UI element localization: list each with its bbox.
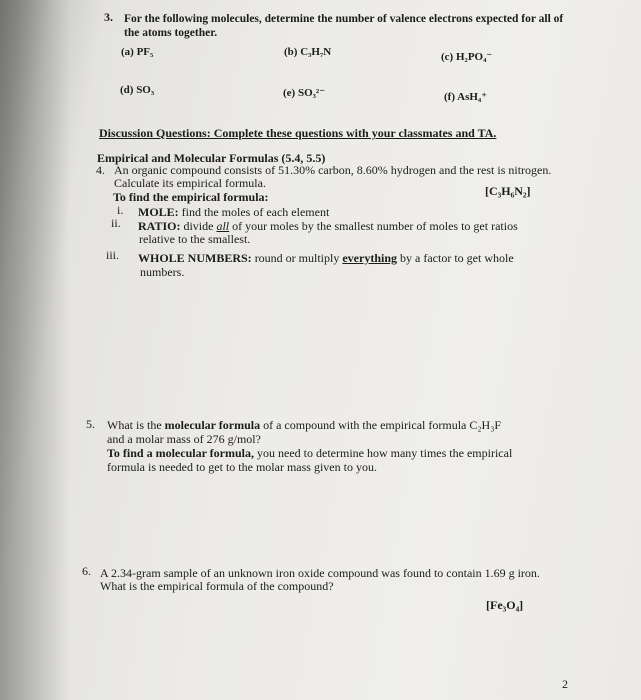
q5-line1 — [107, 418, 501, 432]
q4-line2: Calculate its empirical formula. — [114, 176, 266, 190]
step-3 — [138, 251, 514, 265]
q5-line3-a: To find a molecular formula, — [107, 446, 255, 460]
step-2-num: ii. — [111, 216, 121, 230]
step-3-text-a: round or multiply — [254, 251, 340, 265]
step-3-emph: everything — [342, 251, 398, 265]
step-3-num: iii. — [106, 248, 120, 262]
step-2-cont: relative to the smallest. — [139, 232, 251, 246]
step-1-title: MOLE: — [138, 205, 179, 219]
q5-line1-b: molecular formula — [164, 418, 261, 432]
step-1 — [138, 205, 329, 219]
q4-answer: [C₃H₆N₂] — [485, 184, 531, 198]
step-2-emph: all — [216, 219, 230, 233]
q4-line1: An organic compound consists of 51.30% carbon, 8.60% hydrogen and the rest is nitrogen. — [114, 163, 552, 177]
q3-item-f: (f) AsH₄⁺ — [444, 91, 488, 103]
step-2 — [138, 219, 518, 233]
q6-line2: What is the empirical formula of the compound? — [100, 579, 334, 593]
q3-prompt-line1: For the following molecules, determine the number of valence electrons expected for all of — [124, 13, 564, 25]
q5-line4: formula is needed to get to the molar mass given to you. — [107, 460, 377, 474]
q4-steps-title: To find the empirical formula: — [113, 190, 269, 204]
q6-number: 6. — [82, 564, 91, 578]
q5-number: 5. — [86, 417, 95, 431]
q3-item-d: (d) SO₃ — [120, 84, 155, 96]
q6-line1: A 2.34-gram sample of an unknown iron oxide compound was found to contain 1.69 g iron. — [100, 566, 540, 580]
step-2-text-a: divide — [183, 219, 214, 233]
q3-item-e: (e) SO₃²⁻ — [283, 87, 326, 99]
section-title: Empirical and Molecular Formulas (5.4, 5.5) — [97, 151, 326, 165]
step-3-cont: numbers. — [140, 265, 185, 279]
step-3-text-b: by a factor to get whole — [400, 251, 514, 265]
step-2-text-b: of your moles by the smallest number of moles to get ratios — [232, 219, 518, 233]
q4-number: 4. — [96, 163, 105, 177]
q5-line3-b: you need to determine how many times the empirical — [257, 446, 513, 460]
q5-line2: and a molar mass of 276 g/mol? — [107, 432, 261, 446]
step-1-text: find the moles of each element — [181, 205, 330, 219]
q5-line3 — [107, 446, 512, 460]
page-number: 2 — [562, 677, 568, 691]
step-3-title: WHOLE NUMBERS: — [138, 251, 252, 265]
q5-line1-a: What is the — [107, 418, 162, 432]
discussion-heading: Discussion Questions: Complete these questions with your classmates and TA. — [99, 126, 497, 140]
q3-item-c: (c) H₂PO₄⁻ — [441, 51, 493, 63]
step-1-num: i. — [117, 203, 124, 217]
q3-item-b: (b) C₃H₇N — [284, 46, 332, 58]
q6-answer: [Fe₃O₄] — [486, 598, 524, 612]
q5-line1-c: of a compound with the empirical formula C₂H₃F — [263, 418, 502, 432]
q3-number: 3. — [104, 10, 113, 24]
page-shadow — [0, 0, 70, 700]
q3-item-a: (a) PF₅ — [121, 46, 154, 58]
q3-prompt-line2: the atoms together. — [124, 27, 218, 39]
step-2-title: RATIO: — [138, 219, 181, 233]
